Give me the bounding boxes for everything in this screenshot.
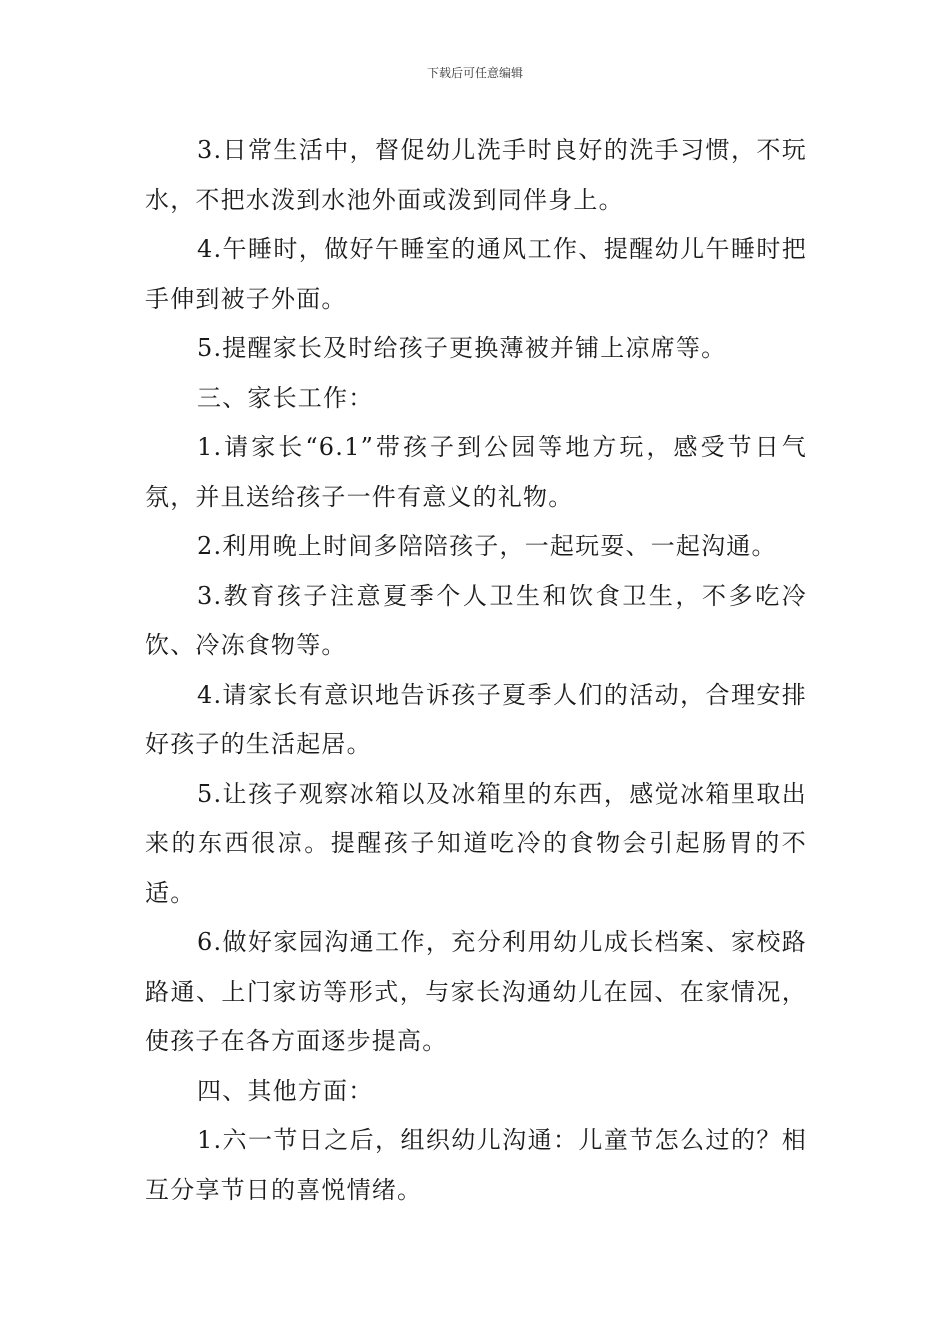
document-body — [145, 126, 807, 1215]
section-heading-other-aspects: 四、其他方面： — [197, 1076, 374, 1105]
paragraph-summer-hygiene: 3.教育孩子注意夏季个人卫生和饮食卫生，不多吃冷饮、冷冻食物等。 — [145, 581, 807, 659]
page-header: 下载后可任意编辑 — [426, 66, 523, 80]
paragraph-home-school-communication: 6.做好家园沟通工作，充分利用幼儿成长档案、家校路路通、上门家访等形式，与家长沟通幼儿在园、在家情况，使孩子在各方面逐步提高。 — [145, 928, 807, 1055]
paragraph-summer-activities: 4.请家长有意识地告诉孩子夏季人们的活动，合理安排好孩子的生活起居。 — [145, 680, 807, 758]
paragraph-remind-parents-bedding: 5.提醒家长及时给孩子更换薄被并铺上凉席等。 — [197, 334, 727, 362]
paragraph-after-childrens-day: 1.六一节日之后，组织幼儿沟通：儿童节怎么过的？相互分享节日的喜悦情绪。 — [145, 1126, 807, 1204]
paragraph-childrens-day-outing: 1.请家长“6.1”带孩子到公园等地方玩，感受节日气氛，并且送给孩子一件有意义的礼物。 — [145, 433, 807, 511]
paragraph-evening-time: 2.利用晚上时间多陪陪孩子，一起玩耍、一起沟通。 — [197, 532, 777, 560]
paragraph-nap-ventilation: 4.午睡时，做好午睡室的通风工作、提醒幼儿午睡时把手伸到被子外面。 — [145, 235, 807, 313]
section-heading-parent-work: 三、家长工作： — [197, 383, 374, 412]
paragraph-fridge-observation: 5.让孩子观察冰箱以及冰箱里的东西，感觉冰箱里取出来的东西很凉。提醒孩子知道吃冷的食物会引起肠胃的不适。 — [145, 779, 807, 907]
paragraph-daily-handwashing: 3.日常生活中，督促幼儿洗手时良好的洗手习惯，不玩水，不把水泼到水池外面或泼到同伴身上。 — [145, 136, 807, 214]
